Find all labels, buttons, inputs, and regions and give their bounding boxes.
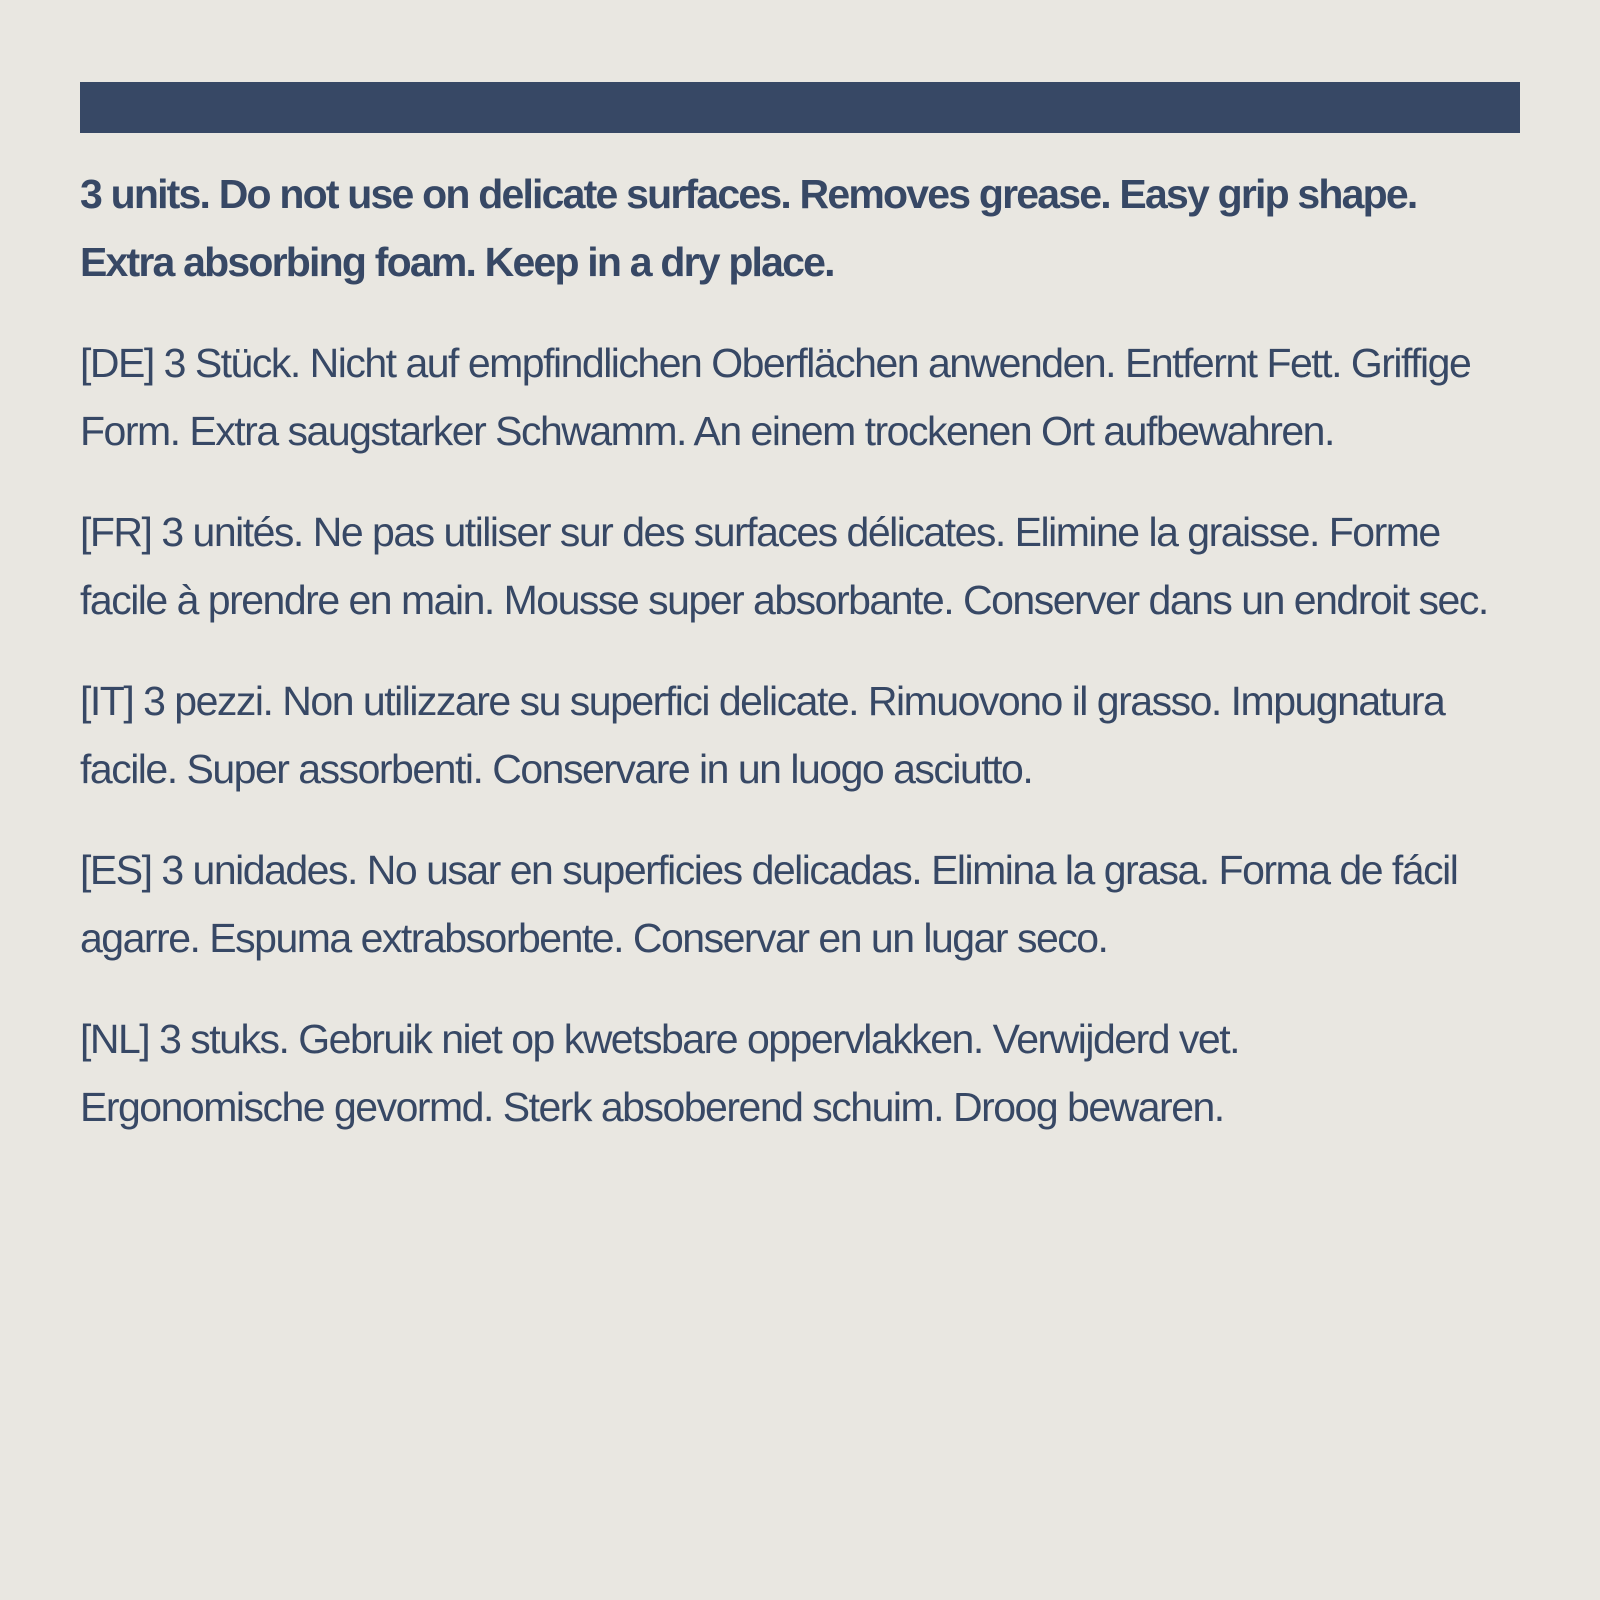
description-es xyxy=(80,836,1520,972)
description-line: [IT] 3 pezzi. Non utilizzare su superfici delicate. Rimuovono il grasso. Impugnatura xyxy=(80,678,1445,724)
description-line: [DE] 3 Stück. Nicht auf empfindlichen Oberflächen anwenden. Entfernt Fett. Griffige xyxy=(80,340,1471,386)
description-line: Extra absorbing foam. Keep in a dry place. xyxy=(80,239,834,285)
product-description xyxy=(80,160,1520,1141)
description-nl xyxy=(80,1005,1520,1141)
description-line: [FR] 3 unités. Ne pas utiliser sur des surfaces délicates. Elimine la graisse. Forme xyxy=(80,509,1440,555)
description-line: agarre. Espuma extrabsorbente. Conservar en un lugar seco. xyxy=(80,915,1108,961)
description-line: 3 units. Do not use on delicate surfaces. Removes grease. Easy grip shape. xyxy=(80,171,1417,217)
description-line: facile à prendre en main. Mousse super absorbante. Conserver dans un endroit sec. xyxy=(80,577,1488,623)
description-line: [NL] 3 stuks. Gebruik niet op kwetsbare oppervlakken. Verwijderd vet. xyxy=(80,1016,1240,1062)
header-bar xyxy=(80,82,1520,133)
description-line: facile. Super assorbenti. Conservare in un luogo asciutto. xyxy=(80,746,1033,792)
description-line: Ergonomische gevormd. Sterk absoberend schuim. Droog bewaren. xyxy=(80,1084,1224,1130)
description-line: Form. Extra saugstarker Schwamm. An einem trockenen Ort aufbewahren. xyxy=(80,408,1334,454)
description-it xyxy=(80,667,1520,803)
description-fr xyxy=(80,498,1520,634)
description-de xyxy=(80,329,1520,465)
description-en xyxy=(80,160,1520,296)
description-line: [ES] 3 unidades. No usar en superficies delicadas. Elimina la grasa. Forma de fácil xyxy=(80,847,1458,893)
